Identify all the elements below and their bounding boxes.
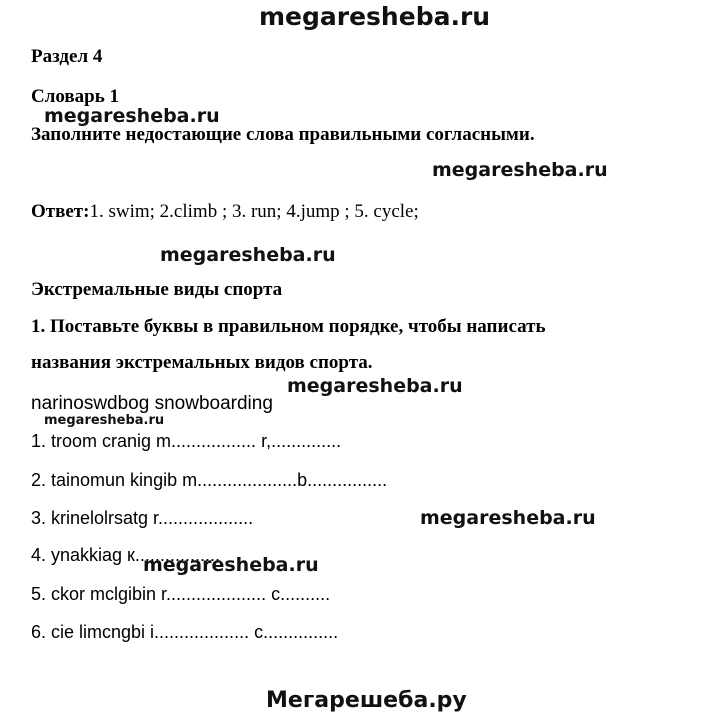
watermark: megaresheba.ru: [287, 375, 463, 397]
exercise-item: 3. krinelolrsatg r...................: [31, 508, 254, 528]
exercise-item: 5. ckor mclgibin r.................... c..........: [31, 584, 331, 604]
watermark: megaresheba.ru: [420, 507, 596, 529]
watermark: megaresheba.ru: [432, 159, 608, 181]
task-1-text-line-1: 1. Поставьте буквы в правильном порядке, чтобы написать: [31, 316, 546, 337]
watermark: megaresheba.ru: [44, 413, 165, 428]
answer-label: Ответ:: [31, 201, 90, 222]
task-1-text-line-2: названия экстремальных видов спорта.: [31, 352, 373, 373]
exercise-item: 1. troom cranig m................. r,..............: [31, 431, 342, 451]
instruction-text: Заполните недостающие слова правильными согласными.: [31, 124, 535, 145]
section-title: Раздел 4: [31, 46, 103, 67]
example-line: narinoswdbog snowboarding: [31, 393, 273, 414]
watermark: megaresheba.ru: [44, 105, 220, 127]
watermark: megaresheba.ru: [143, 554, 319, 576]
watermark: megaresheba.ru: [160, 244, 336, 266]
exercise-item: 4. ynakkiag к.................: [31, 545, 220, 565]
exercise-item: 2. tainomun kingib m....................b................: [31, 470, 388, 490]
vocabulary-title: Словарь 1: [31, 86, 120, 107]
extreme-sports-title: Экстремальные виды спорта: [31, 279, 283, 300]
answer-line: [31, 201, 419, 223]
header-site-title: megaresheba.ru: [259, 2, 491, 31]
answer-text: 1. swim; 2.climb ; 3. run; 4.jump ; 5. cycle;: [89, 201, 419, 222]
footer-site-title: Мегарешеба.ру: [266, 688, 467, 713]
exercise-item: 6. cie limcngbi i................... c...............: [31, 622, 339, 642]
